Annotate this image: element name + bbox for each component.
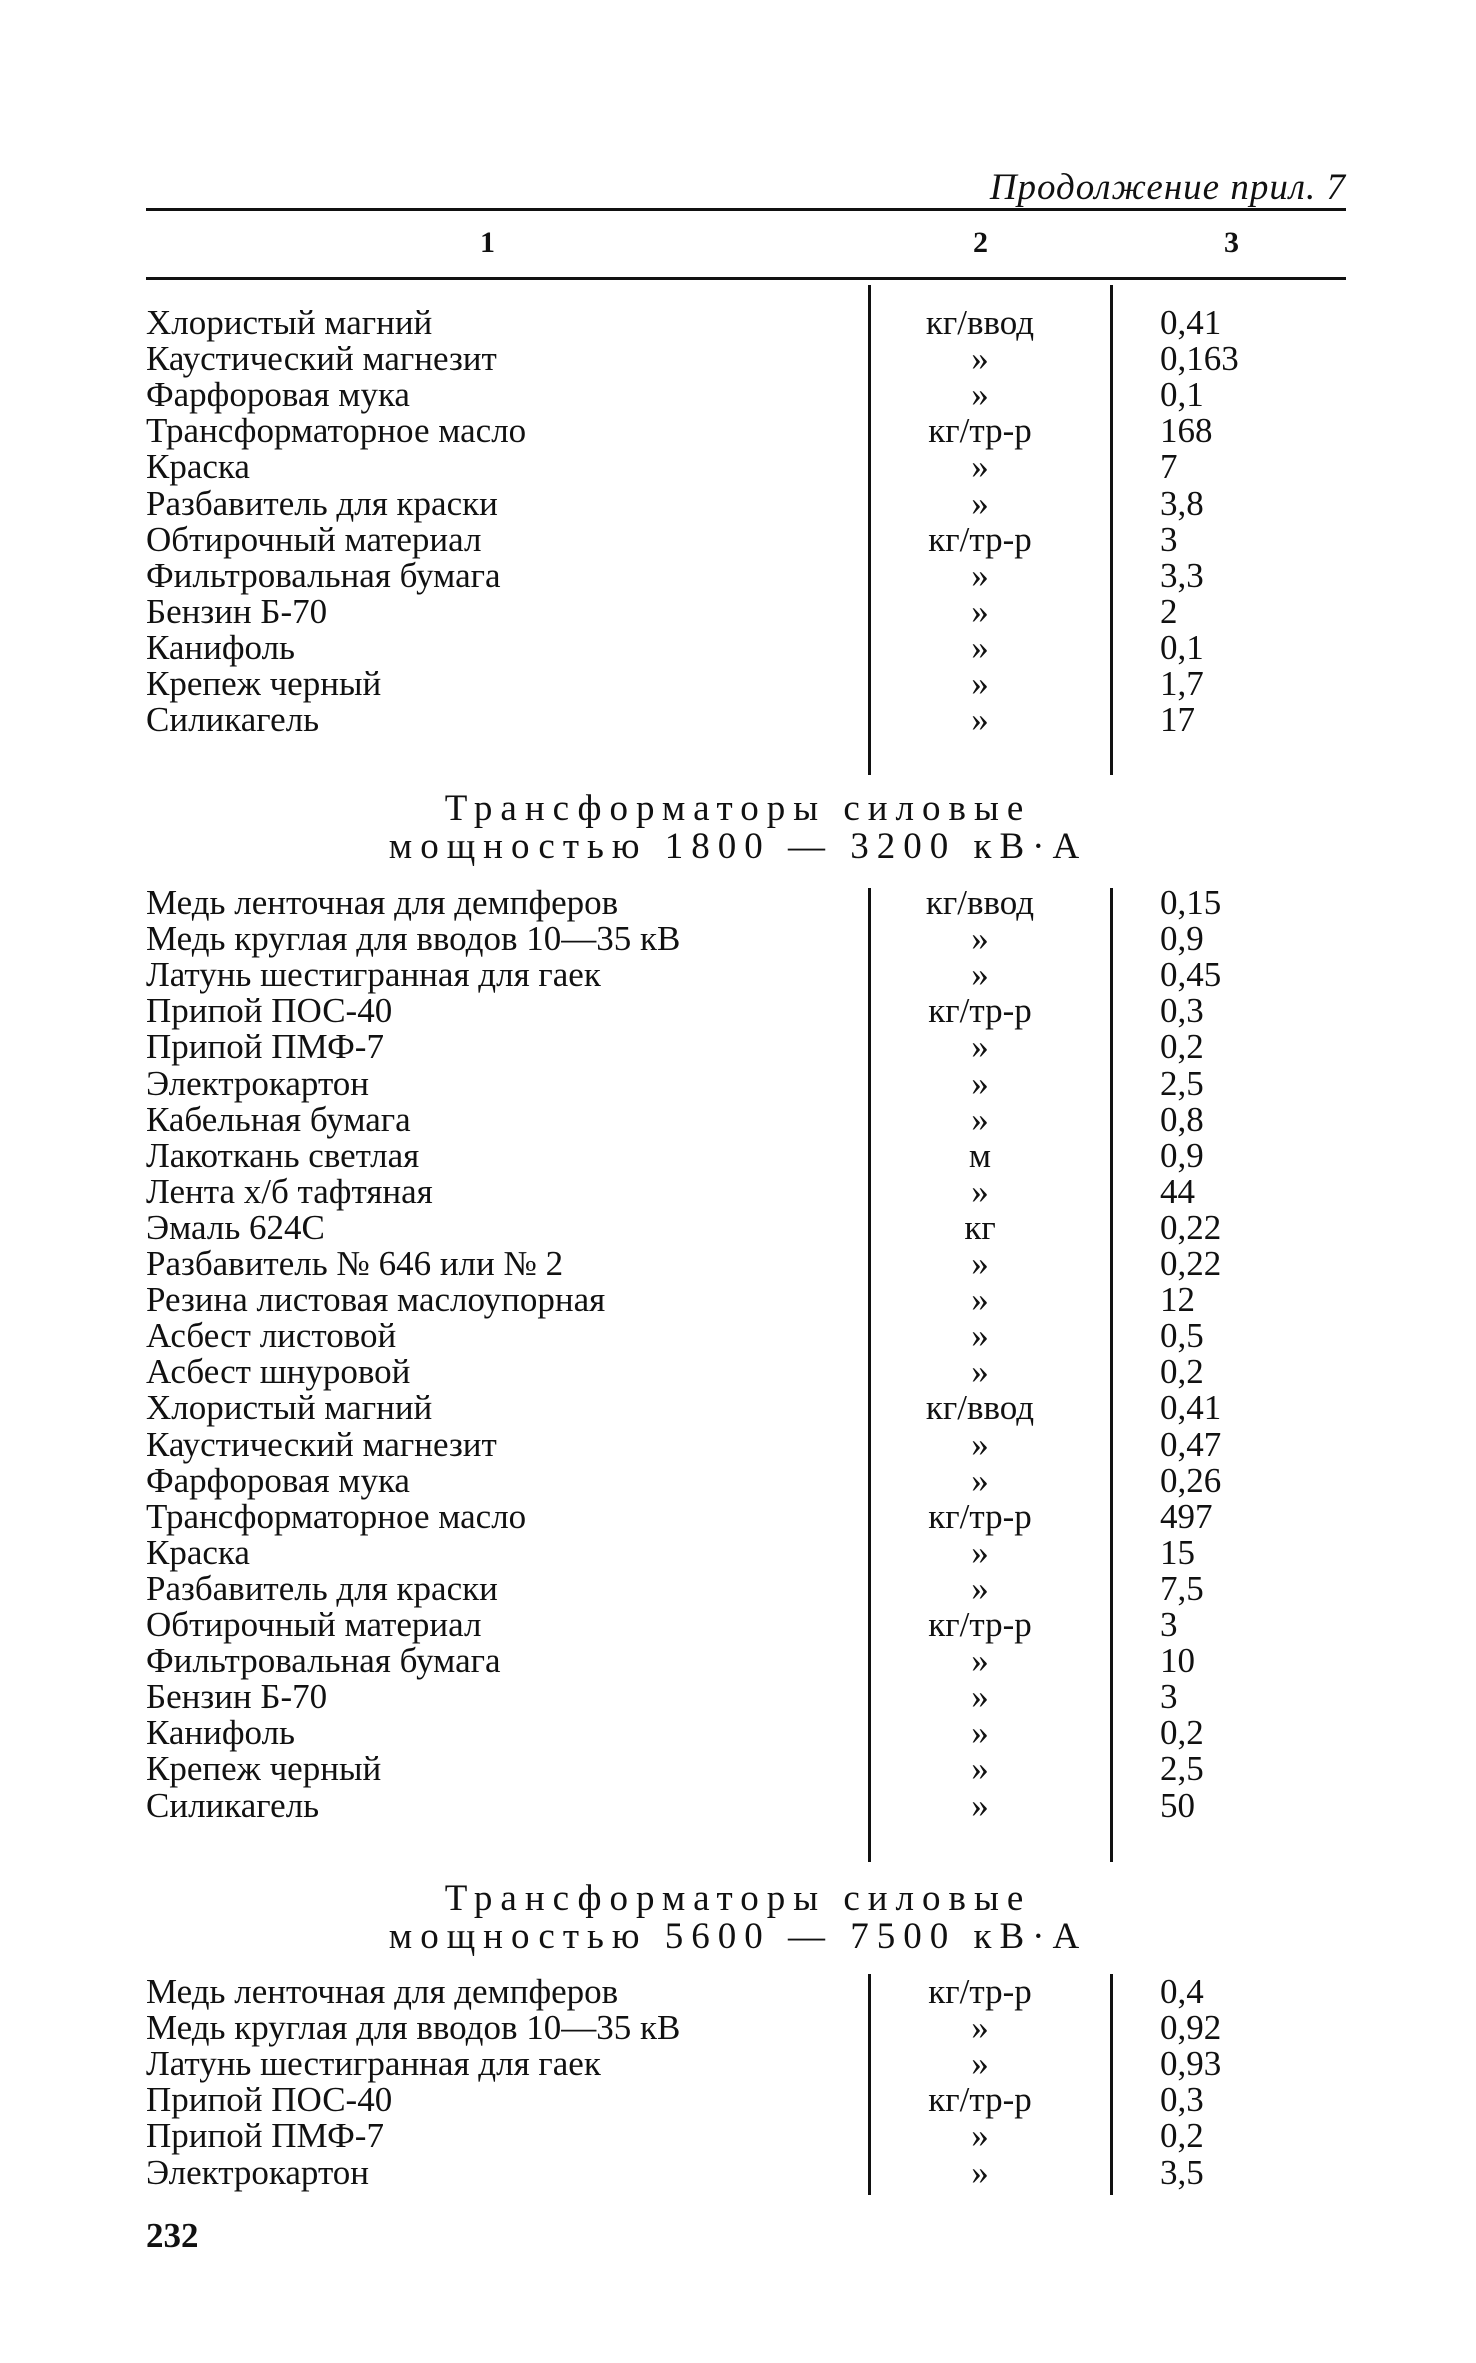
unit-cell: » — [971, 339, 989, 378]
section-title-line: мощностью 5600 — 7500 кВ·А — [388, 1916, 1088, 1957]
value-cell: 0,41 — [1160, 1388, 1222, 1427]
unit-cell: » — [971, 2044, 989, 2083]
value-cell: 2,5 — [1160, 1064, 1204, 1103]
material-name: Канифоль — [146, 1713, 296, 1752]
unit-cell: » — [971, 1316, 989, 1355]
table-row — [0, 2046, 1476, 2082]
table-row — [0, 1679, 1476, 1715]
unit-cell: » — [971, 1786, 989, 1825]
material-name: Фильтровальная бумага — [146, 556, 501, 595]
unit-cell: » — [971, 2008, 989, 2047]
value-cell: 3,8 — [1160, 484, 1204, 523]
unit-cell: » — [971, 1064, 989, 1103]
material-name: Припой ПМФ-7 — [146, 2116, 384, 2155]
material-name: Асбест шнуровой — [146, 1352, 411, 1391]
value-cell: 0,2 — [1160, 1027, 1204, 1066]
unit-cell: » — [971, 1713, 989, 1752]
value-cell: 0,2 — [1160, 1713, 1204, 1752]
value-cell: 17 — [1160, 700, 1195, 739]
unit-cell: » — [971, 447, 989, 486]
unit-cell: » — [971, 919, 989, 958]
unit-cell: » — [971, 1280, 989, 1319]
material-name: Лента х/б тафтяная — [146, 1172, 433, 1211]
material-name: Электрокартон — [146, 1064, 370, 1103]
material-name: Бензин Б-70 — [146, 592, 328, 631]
table-header-rule — [146, 277, 1346, 280]
material-name: Силикагель — [146, 1786, 320, 1825]
value-cell: 3 — [1160, 1605, 1178, 1644]
value-cell: 1,7 — [1160, 664, 1204, 703]
value-cell: 3,5 — [1160, 2153, 1204, 2192]
section-title-line: Трансформаторы силовые — [444, 788, 1032, 829]
material-name: Трансформаторное масло — [146, 411, 527, 450]
material-name: Бензин Б-70 — [146, 1677, 328, 1716]
unit-cell: » — [971, 1172, 989, 1211]
unit-cell: » — [971, 955, 989, 994]
material-name: Трансформаторное масло — [146, 1497, 527, 1536]
unit-cell: кг/ввод — [925, 303, 1035, 342]
table-row — [0, 1174, 1476, 1210]
value-cell: 0,15 — [1160, 883, 1222, 922]
unit-cell: кг/тр-р — [928, 1972, 1032, 2011]
value-cell: 0,2 — [1160, 2116, 1204, 2155]
value-cell: 0,163 — [1160, 339, 1239, 378]
table-row — [0, 1029, 1476, 1065]
table-row — [0, 666, 1476, 702]
column-header-3: 3 — [1224, 226, 1239, 259]
table-row — [0, 486, 1476, 522]
value-cell: 0,1 — [1160, 628, 1204, 667]
unit-cell: » — [971, 1677, 989, 1716]
table-row — [0, 1751, 1476, 1787]
value-cell: 15 — [1160, 1533, 1195, 1572]
material-name: Краска — [146, 447, 250, 486]
material-name: Электрокартон — [146, 2153, 370, 2192]
material-name: Кабельная бумага — [146, 1100, 411, 1139]
table-row — [0, 1282, 1476, 1318]
section-title-line: мощностью 1800 — 3200 кВ·А — [388, 826, 1088, 867]
page-number: 232 — [146, 2216, 199, 2255]
table-row — [0, 1463, 1476, 1499]
unit-cell: кг/тр-р — [928, 1497, 1032, 1536]
table-row — [0, 305, 1476, 341]
value-cell: 0,47 — [1160, 1425, 1222, 1464]
value-cell: 0,3 — [1160, 991, 1204, 1030]
value-cell: 44 — [1160, 1172, 1195, 1211]
value-cell: 0,26 — [1160, 1461, 1222, 1500]
value-cell: 2,5 — [1160, 1749, 1204, 1788]
unit-cell: » — [971, 1425, 989, 1464]
material-name: Разбавитель для краски — [146, 1569, 498, 1608]
material-name: Крепеж черный — [146, 664, 382, 703]
unit-cell: кг/тр-р — [928, 1605, 1032, 1644]
value-cell: 3 — [1160, 1677, 1178, 1716]
value-cell: 3 — [1160, 520, 1178, 559]
material-name: Канифоль — [146, 628, 296, 667]
table-row — [0, 1138, 1476, 1174]
value-cell: 0,92 — [1160, 2008, 1222, 2047]
table-top-rule — [146, 208, 1346, 211]
table-row — [0, 1066, 1476, 1102]
table-row — [0, 1643, 1476, 1679]
value-cell: 497 — [1160, 1497, 1213, 1536]
unit-cell: » — [971, 556, 989, 595]
material-name: Разбавитель для краски — [146, 484, 498, 523]
unit-cell: » — [971, 1027, 989, 1066]
material-name: Припой ПОС-40 — [146, 2080, 393, 2119]
unit-cell: » — [971, 484, 989, 523]
unit-cell: » — [971, 1569, 989, 1608]
unit-cell: кг/тр-р — [928, 520, 1032, 559]
unit-cell: » — [971, 2153, 989, 2192]
table-row — [0, 1427, 1476, 1463]
value-cell: 0,2 — [1160, 1352, 1204, 1391]
value-cell: 0,41 — [1160, 303, 1222, 342]
material-name: Припой ПОС-40 — [146, 991, 393, 1030]
value-cell: 0,4 — [1160, 1972, 1204, 2011]
table-row — [0, 377, 1476, 413]
unit-cell: » — [971, 375, 989, 414]
unit-cell: » — [971, 1461, 989, 1500]
unit-cell: » — [971, 2116, 989, 2155]
table-row — [0, 1102, 1476, 1138]
table-row — [0, 1571, 1476, 1607]
value-cell: 0,45 — [1160, 955, 1222, 994]
value-cell: 2 — [1160, 592, 1178, 631]
material-name: Припой ПМФ-7 — [146, 1027, 384, 1066]
table-row — [0, 594, 1476, 630]
table-row — [0, 1535, 1476, 1571]
material-name: Медь круглая для вводов 10—35 кВ — [146, 919, 681, 958]
material-name: Медь ленточная для демпферов — [146, 1972, 619, 2011]
table-row — [0, 1318, 1476, 1354]
material-name: Каустический магнезит — [146, 339, 497, 378]
material-name: Обтирочный материал — [146, 520, 482, 559]
table-row — [0, 1390, 1476, 1426]
table-row — [0, 1788, 1476, 1824]
unit-cell: кг/тр-р — [928, 2080, 1032, 2119]
material-name: Фарфоровая мука — [146, 1461, 410, 1500]
value-cell: 0,22 — [1160, 1208, 1222, 1247]
material-name: Фильтровальная бумага — [146, 1641, 501, 1680]
unit-cell: » — [971, 1641, 989, 1680]
table-row — [0, 1210, 1476, 1246]
unit-cell: » — [971, 592, 989, 631]
table-row — [0, 413, 1476, 449]
unit-cell: » — [971, 628, 989, 667]
unit-cell: м — [968, 1136, 992, 1175]
material-name: Каустический магнезит — [146, 1425, 497, 1464]
unit-cell: » — [971, 664, 989, 703]
value-cell: 0,9 — [1160, 1136, 1204, 1175]
unit-cell: » — [971, 1244, 989, 1283]
material-name: Хлористый магний — [146, 1388, 433, 1427]
unit-cell: » — [971, 1749, 989, 1788]
continuation-label: Продолжение прил. 7 — [989, 167, 1346, 208]
table-row — [0, 921, 1476, 957]
value-cell: 12 — [1160, 1280, 1195, 1319]
unit-cell: кг/ввод — [925, 883, 1035, 922]
unit-cell: кг/тр-р — [928, 411, 1032, 450]
value-cell: 0,9 — [1160, 919, 1204, 958]
value-cell: 0,1 — [1160, 375, 1204, 414]
material-name: Фарфоровая мука — [146, 375, 410, 414]
value-cell: 0,8 — [1160, 1100, 1204, 1139]
table-row — [0, 449, 1476, 485]
material-name: Медь круглая для вводов 10—35 кВ — [146, 2008, 681, 2047]
table-row — [0, 1607, 1476, 1643]
material-name: Лакоткань светлая — [146, 1136, 420, 1175]
table-row — [0, 957, 1476, 993]
material-name: Силикагель — [146, 700, 320, 739]
table-row — [0, 341, 1476, 377]
material-name: Резина листовая маслоупорная — [146, 1280, 606, 1319]
value-cell: 3,3 — [1160, 556, 1204, 595]
table-row — [0, 2010, 1476, 2046]
material-name: Латунь шестигранная для гаек — [146, 2044, 601, 2083]
table-row — [0, 1246, 1476, 1282]
table-row — [0, 558, 1476, 594]
unit-cell: кг — [964, 1208, 996, 1247]
material-name: Медь ленточная для демпферов — [146, 883, 619, 922]
value-cell: 7,5 — [1160, 1569, 1204, 1608]
table-row — [0, 2082, 1476, 2118]
unit-cell: » — [971, 1533, 989, 1572]
table-row — [0, 1715, 1476, 1751]
table-row — [0, 630, 1476, 666]
unit-cell: » — [971, 700, 989, 739]
column-header-1: 1 — [480, 226, 495, 259]
value-cell: 168 — [1160, 411, 1213, 450]
unit-cell: » — [971, 1352, 989, 1391]
value-cell: 0,22 — [1160, 1244, 1222, 1283]
table-row — [0, 522, 1476, 558]
material-name: Эмаль 624С — [146, 1208, 325, 1247]
value-cell: 10 — [1160, 1641, 1195, 1680]
material-name: Асбест листовой — [146, 1316, 397, 1355]
unit-cell: кг/ввод — [925, 1388, 1035, 1427]
column-header-2: 2 — [973, 226, 988, 259]
table-row — [0, 885, 1476, 921]
table-row — [0, 2118, 1476, 2154]
material-name: Латунь шестигранная для гаек — [146, 955, 601, 994]
value-cell: 50 — [1160, 1786, 1195, 1825]
table-row — [0, 702, 1476, 738]
value-cell: 7 — [1160, 447, 1178, 486]
value-cell: 0,5 — [1160, 1316, 1204, 1355]
material-name: Разбавитель № 646 или № 2 — [146, 1244, 564, 1283]
value-cell: 0,3 — [1160, 2080, 1204, 2119]
value-cell: 0,93 — [1160, 2044, 1222, 2083]
material-name: Крепеж черный — [146, 1749, 382, 1788]
unit-cell: кг/тр-р — [928, 991, 1032, 1030]
table-row — [0, 1974, 1476, 2010]
table-row — [0, 2155, 1476, 2191]
material-name: Хлористый магний — [146, 303, 433, 342]
table-row — [0, 1354, 1476, 1390]
material-name: Обтирочный материал — [146, 1605, 482, 1644]
unit-cell: » — [971, 1100, 989, 1139]
table-row — [0, 993, 1476, 1029]
table-row — [0, 1499, 1476, 1535]
material-name: Краска — [146, 1533, 250, 1572]
section-title-line: Трансформаторы силовые — [444, 1878, 1032, 1919]
